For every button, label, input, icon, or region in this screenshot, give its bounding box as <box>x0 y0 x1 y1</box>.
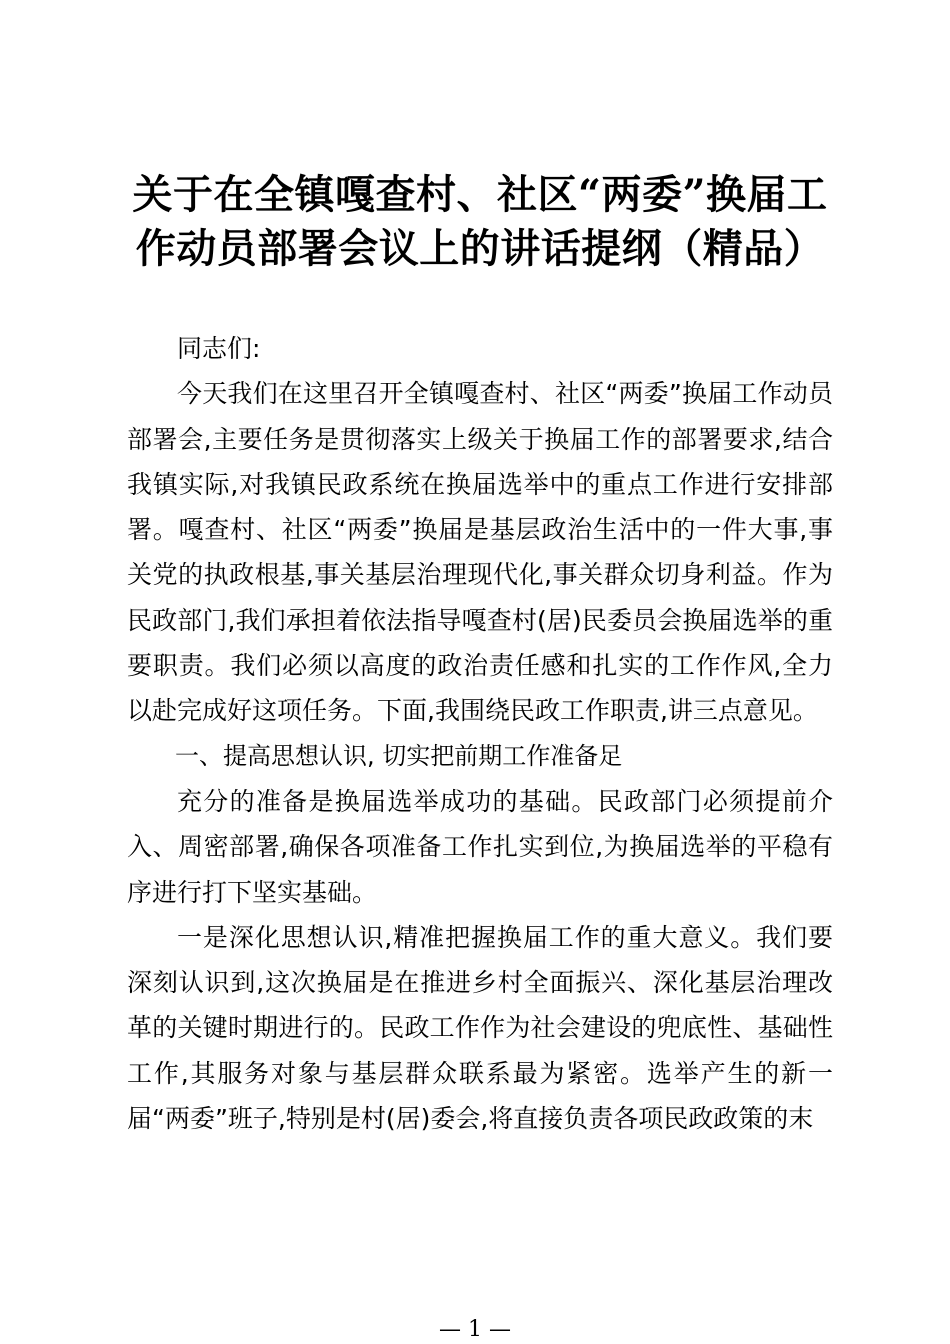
paragraph-intro: 今天我们在这里召开全镇嘎查村、社区“两委”换届工作动员部署会,主要任务是贯彻落实上级关于换届工作的部署要求,结合我镇实际,对我镇民政系统在换届选举中的重点工作进行安排部署。嘎查村、社区“两委”换届是基层政治生活中的一件大事,事关党的执政根基,事关基层治理现代化,事关群众切身利益。作为民政部门,我们承担着依法指导嘎查村(居)民委员会换届选举的重要职责。我们必须以高度的政治责任感和扎实的工作作风,全力以赴完成好这项任务。下面,我围绕民政工作职责,讲三点意见。 <box>127 379 833 726</box>
document-title: 关于在全镇嘎查村、社区“两委”换届工作动员部署会议上的讲话提纲（精品） <box>132 171 828 272</box>
salutation: 同志们: <box>177 334 261 363</box>
paragraph-point-1: 一是深化思想认识,精准把握换届工作的重大意义。我们要深刻认识到,这次换届是在推进乡村全面振兴、深化基层治理改革的关键时期进行的。民政工作作为社会建设的兜底性、基础性工作,其服务对象与基层群众联系最为紧密。选举产生的新一届“两委”班子,特别是村(居)委会,将直接负责各项民政政策的末 <box>127 922 833 1134</box>
page-number: — 1 — <box>439 1317 511 1342</box>
section-heading-1: 一、提高思想认识, 切实把前期工作准备足 <box>175 741 623 770</box>
document-body <box>127 326 833 1141</box>
paragraph-preparation: 充分的准备是换届选举成功的基础。民政部门必须提前介入、周密部署,确保各项准备工作扎实到位,为换届选举的平稳有序进行打下坚实基础。 <box>127 786 833 907</box>
